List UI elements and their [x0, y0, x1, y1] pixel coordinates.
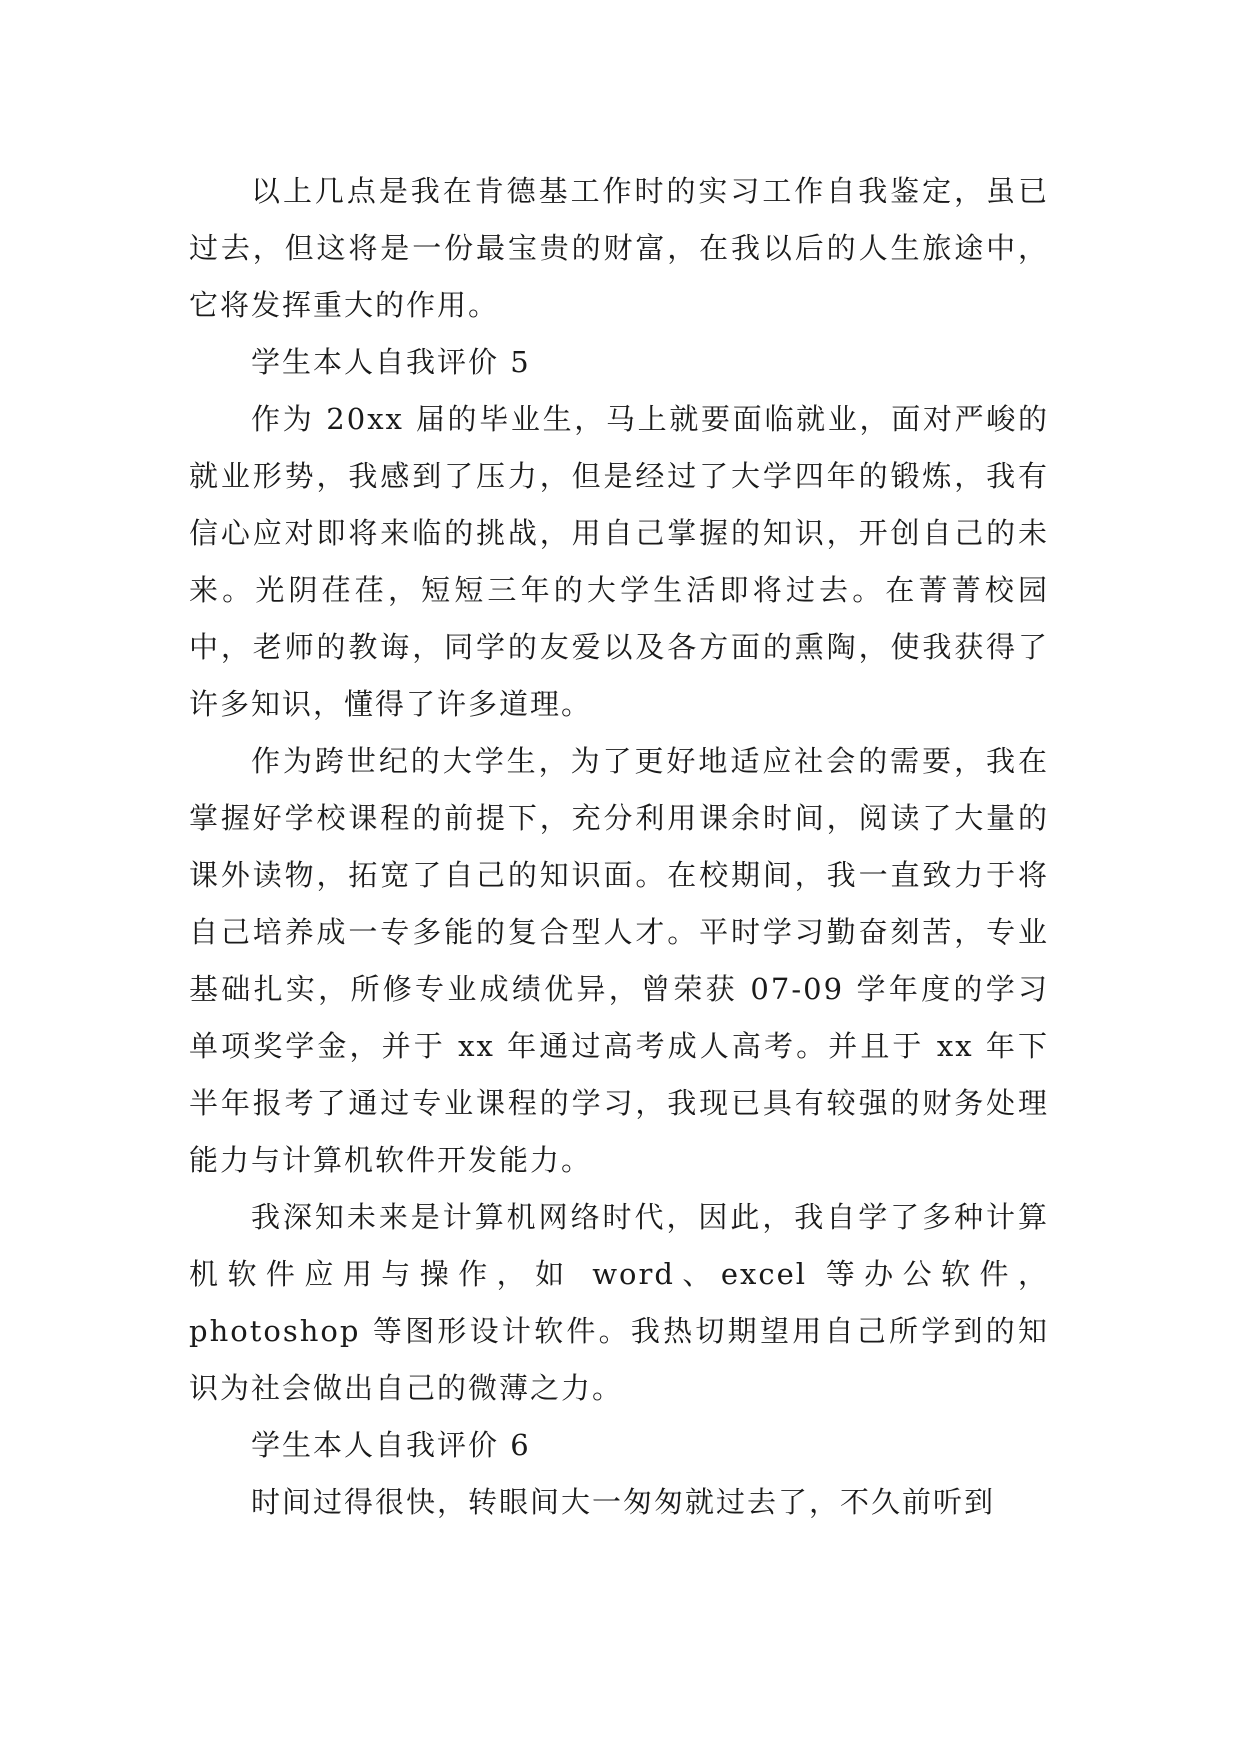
section-heading-6: 学生本人自我评价 6	[251, 1428, 531, 1462]
document-body	[189, 163, 1049, 1531]
paragraph-computer-skills: 我深知未来是计算机网络时代，因此，我自学了多种计算机软件应用与操作，如 word、excel 等办公软件，photoshop 等图形设计软件。我热切期望用自己所学到的知识为社会做出自己的微薄之力。	[189, 1200, 1049, 1405]
paragraph-time-passes: 时间过得很快，转眼间大一匆匆就过去了，不久前听到	[251, 1485, 996, 1519]
paragraph-conclusion: 以上几点是我在肯德基工作时的实习工作自我鉴定，虽已过去，但这将是一份最宝贵的财富，在我以后的人生旅途中，它将发挥重大的作用。	[189, 174, 1049, 322]
paragraph-graduate-intro: 作为 20xx 届的毕业生，马上就要面临就业，面对严峻的就业形势，我感到了压力，但是经过了大学四年的锻炼，我有信心应对即将来临的挑战，用自己掌握的知识，开创自己的未来。光阴荏荏，短短三年的大学生活即将过去。在菁菁校园中，老师的教诲，同学的友爱以及各方面的熏陶，使我获得了许多知识，懂得了许多道理。	[189, 402, 1049, 721]
section-heading-5: 学生本人自我评价 5	[251, 345, 531, 379]
paragraph-study-achievements: 作为跨世纪的大学生，为了更好地适应社会的需要，我在掌握好学校课程的前提下，充分利用课余时间，阅读了大量的课外读物，拓宽了自己的知识面。在校期间，我一直致力于将自己培养成一专多能的复合型人才。平时学习勤奋刻苦，专业基础扎实，所修专业成绩优异，曾荣获 07-09 学年度的学习单项奖学金，并于 xx 年通过高考成人高考。并且于 xx 年下半年报考了通过专业课程的学习，我现已具有较强的财务处理能力与计算机软件开发能力。	[189, 744, 1049, 1177]
